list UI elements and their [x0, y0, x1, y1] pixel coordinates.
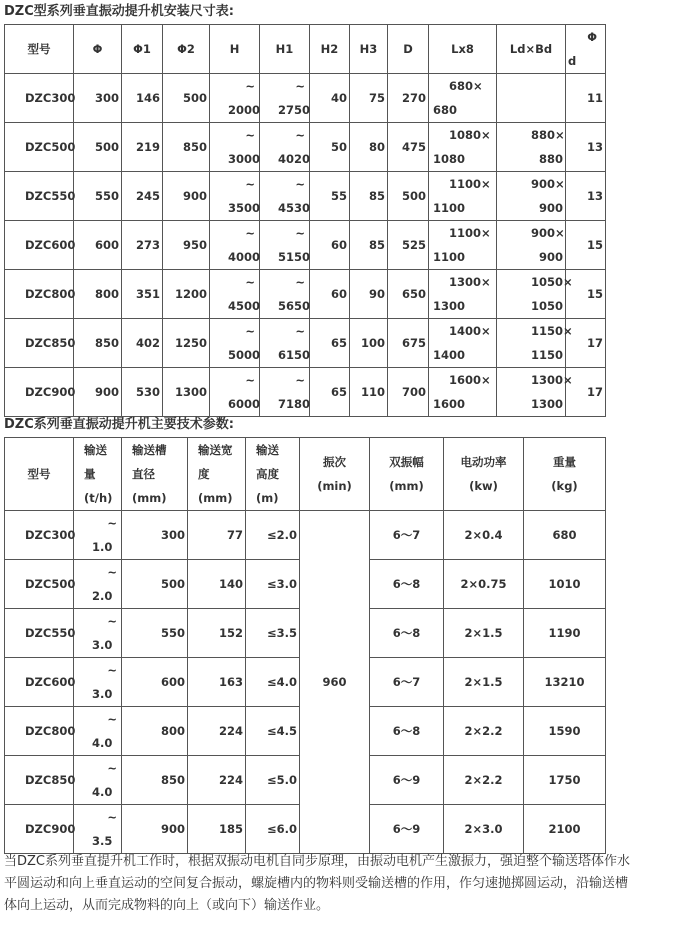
cell-h-top: ~ — [245, 373, 255, 387]
header-height: 输送 高度 (m) — [246, 438, 300, 511]
cell-phi1: 402 — [122, 319, 163, 368]
cell-ld-bd — [497, 221, 566, 270]
cell-model: DZC900 — [5, 368, 74, 417]
cell-height: ≤5.0 — [246, 756, 300, 805]
cell-width: 224 — [188, 756, 246, 805]
cell-ld-bd — [497, 172, 566, 221]
cell-diameter: 550 — [122, 609, 188, 658]
cell-lx8-bottom: 1100 — [433, 250, 466, 264]
cell-capacity-bottom: 2.0 — [92, 589, 113, 603]
cell-weight: 680 — [524, 511, 606, 560]
cell-lx8-top: 1100× — [449, 226, 491, 240]
cell-capacity — [74, 805, 122, 854]
cell-d: 675 — [388, 319, 429, 368]
cell-h1-top: ~ — [295, 373, 305, 387]
cell-phi: 300 — [74, 74, 122, 123]
cell-h-bottom: 4500 — [228, 299, 261, 313]
cell-amplitude: 6～7 — [370, 658, 444, 707]
cell-phi: 850 — [74, 319, 122, 368]
cell-d: 500 — [388, 172, 429, 221]
cell-phi-d: 15 — [566, 221, 606, 270]
header-weight: 重量 (kg) — [524, 438, 606, 511]
cell-model: DZC500 — [5, 123, 74, 172]
cell-phi-d: 13 — [566, 123, 606, 172]
cell-lx8-top: 680× — [449, 79, 483, 93]
table1-title: DZC型系列垂直振动提升机安装尺寸表: — [4, 4, 234, 19]
cell-h2: 55 — [310, 172, 350, 221]
cell-ld-bd-bottom: 1300 — [530, 397, 563, 411]
cell-d: 270 — [388, 74, 429, 123]
header-h3: H3 — [350, 25, 388, 74]
cell-height: ≤2.0 — [246, 511, 300, 560]
table-row — [5, 270, 606, 319]
cell-model: DZC500 — [5, 560, 74, 609]
cell-model: DZC900 — [5, 805, 74, 854]
table-row — [5, 319, 606, 368]
cell-power: 2×0.4 — [444, 511, 524, 560]
cell-ld-bd-bottom: 900 — [538, 201, 563, 215]
header-model: 型号 — [5, 438, 74, 511]
cell-phi2: 900 — [163, 172, 210, 221]
cell-diameter: 600 — [122, 658, 188, 707]
cell-height: ≤6.0 — [246, 805, 300, 854]
cell-capacity — [74, 756, 122, 805]
table-row — [5, 511, 606, 560]
cell-ld-bd-bottom: 1150 — [530, 348, 563, 362]
cell-diameter: 300 — [122, 511, 188, 560]
cell-h2: 60 — [310, 221, 350, 270]
cell-h-top: ~ — [245, 79, 255, 93]
cell-h1-top: ~ — [295, 226, 305, 240]
cell-phi-d: 13 — [566, 172, 606, 221]
cell-ld-bd-top: 880× — [531, 128, 565, 142]
cell-phi: 550 — [74, 172, 122, 221]
cell-amplitude: 6～8 — [370, 609, 444, 658]
cell-power: 2×2.2 — [444, 707, 524, 756]
header-ld-bd: Ld×Bd — [497, 25, 566, 74]
header-h: H — [210, 25, 260, 74]
cell-phi1: 351 — [122, 270, 163, 319]
cell-phi-d: 17 — [566, 368, 606, 417]
cell-weight: 1190 — [524, 609, 606, 658]
table1-header-row — [5, 25, 606, 74]
cell-ld-bd-bottom: 900 — [538, 250, 563, 264]
cell-h1-bottom: 6150 — [278, 348, 311, 362]
cell-ld-bd-top: 900× — [531, 226, 565, 240]
header-phi-d-top: Φ — [587, 30, 597, 44]
cell-model: DZC300 — [5, 511, 74, 560]
cell-ld-bd — [497, 74, 566, 123]
cell-lx8-bottom: 1600 — [433, 397, 466, 411]
cell-weight: 2100 — [524, 805, 606, 854]
cell-h1-top: ~ — [295, 177, 305, 191]
cell-capacity-top: ~ — [107, 614, 117, 628]
header-phi1: Φ1 — [122, 25, 163, 74]
cell-ld-bd-bottom: 1050 — [530, 299, 563, 313]
cell-h3: 85 — [350, 172, 388, 221]
header-amplitude: 双振幅 (mm) — [370, 438, 444, 511]
cell-lx8-top: 1300× — [449, 275, 491, 289]
table-row — [5, 123, 606, 172]
cell-h-bottom: 4000 — [228, 250, 261, 264]
cell-weight: 1750 — [524, 756, 606, 805]
cell-h1 — [260, 74, 310, 123]
cell-capacity — [74, 511, 122, 560]
cell-ld-bd — [497, 319, 573, 368]
cell-power: 2×3.0 — [444, 805, 524, 854]
cell-h-top: ~ — [245, 226, 255, 240]
cell-phi-d: 15 — [566, 270, 606, 319]
cell-height: ≤3.0 — [246, 560, 300, 609]
cell-phi2: 500 — [163, 74, 210, 123]
cell-phi1: 530 — [122, 368, 163, 417]
cell-h-bottom: 3500 — [228, 201, 261, 215]
cell-phi1: 219 — [122, 123, 163, 172]
cell-phi-d: 17 — [566, 319, 606, 368]
cell-power: 2×1.5 — [444, 658, 524, 707]
cell-lx8 — [429, 74, 497, 123]
cell-h1-top: ~ — [295, 128, 305, 142]
cell-phi: 800 — [74, 270, 122, 319]
cell-phi-d: 11 — [566, 74, 606, 123]
cell-lx8 — [429, 172, 497, 221]
cell-lx8-top: 1400× — [449, 324, 491, 338]
cell-ld-bd — [497, 123, 566, 172]
header-width: 输送宽 度 (mm) — [188, 438, 246, 511]
cell-lx8-top: 1100× — [449, 177, 491, 191]
cell-h3: 80 — [350, 123, 388, 172]
cell-model: DZC300 — [5, 74, 74, 123]
cell-h2: 65 — [310, 368, 350, 417]
cell-capacity-bottom: 1.0 — [92, 540, 113, 554]
cell-phi2: 950 — [163, 221, 210, 270]
cell-h3: 100 — [350, 319, 388, 368]
cell-h2: 60 — [310, 270, 350, 319]
cell-amplitude: 6～9 — [370, 756, 444, 805]
cell-h1-bottom: 7180 — [278, 397, 311, 411]
cell-capacity-bottom: 4.0 — [92, 736, 113, 750]
header-power: 电动功率 (kw) — [444, 438, 524, 511]
cell-model: DZC800 — [5, 707, 74, 756]
header-frequency: 振次 (min) — [300, 438, 370, 511]
cell-height: ≤3.5 — [246, 609, 300, 658]
cell-capacity-bottom: 3.0 — [92, 638, 113, 652]
cell-ld-bd-bottom: 880 — [538, 152, 563, 166]
cell-width: 140 — [188, 560, 246, 609]
cell-model: DZC550 — [5, 609, 74, 658]
cell-h2: 40 — [310, 74, 350, 123]
header-diameter: 输送槽 直径 (mm) — [122, 438, 188, 511]
header-capacity: 输送 量 (t/h) — [74, 438, 122, 511]
header-phi: Φ — [74, 25, 122, 74]
cell-model: DZC850 — [5, 756, 74, 805]
table-row — [5, 74, 606, 123]
cell-h1 — [260, 123, 310, 172]
cell-h — [210, 74, 260, 123]
cell-h — [210, 270, 260, 319]
cell-h1-bottom: 2750 — [278, 103, 311, 117]
cell-lx8 — [429, 368, 497, 417]
cell-h-bottom: 5000 — [228, 348, 261, 362]
cell-weight: 1590 — [524, 707, 606, 756]
cell-h — [210, 221, 260, 270]
cell-capacity — [74, 560, 122, 609]
paragraph-line-2: 平圆运动和向上垂直运动的空间复合振动，螺旋槽内的物料则受输送槽的作用，作匀速抛掷圆运动，沿输送槽 — [4, 876, 629, 891]
cell-weight: 1010 — [524, 560, 606, 609]
cell-d: 700 — [388, 368, 429, 417]
table-row — [5, 172, 606, 221]
cell-diameter: 500 — [122, 560, 188, 609]
cell-model: DZC600 — [5, 221, 74, 270]
cell-lx8-top: 1600× — [449, 373, 491, 387]
cell-ld-bd-top: 900× — [531, 177, 565, 191]
cell-d: 525 — [388, 221, 429, 270]
cell-h1 — [260, 221, 310, 270]
header-phi2: Φ2 — [163, 25, 210, 74]
header-h2: H2 — [310, 25, 350, 74]
header-lx8: Lx8 — [429, 25, 497, 74]
cell-width: 163 — [188, 658, 246, 707]
header-phi-d — [566, 25, 606, 74]
cell-lx8-bottom: 1100 — [433, 201, 466, 215]
cell-h1-top: ~ — [295, 324, 305, 338]
cell-capacity-bottom: 3.5 — [92, 834, 113, 848]
cell-h-top: ~ — [245, 177, 255, 191]
cell-lx8 — [429, 319, 497, 368]
cell-ld-bd — [497, 270, 573, 319]
cell-h2: 50 — [310, 123, 350, 172]
cell-h3: 90 — [350, 270, 388, 319]
paragraph-line-3: 体向上运动，从而完成物料的向上（或向下）输送作业。 — [4, 898, 330, 913]
cell-width: 224 — [188, 707, 246, 756]
cell-h — [210, 368, 260, 417]
cell-phi2: 1200 — [163, 270, 210, 319]
cell-h — [210, 123, 260, 172]
header-d: D — [388, 25, 429, 74]
cell-model: DZC800 — [5, 270, 74, 319]
cell-capacity-top: ~ — [107, 810, 117, 824]
cell-model: DZC850 — [5, 319, 74, 368]
cell-h-top: ~ — [245, 275, 255, 289]
cell-h-top: ~ — [245, 128, 255, 142]
cell-phi1: 273 — [122, 221, 163, 270]
table-row — [5, 368, 606, 417]
table-row — [5, 221, 606, 270]
cell-h1-bottom: 4530 — [278, 201, 311, 215]
cell-diameter: 800 — [122, 707, 188, 756]
cell-lx8-top: 1080× — [449, 128, 491, 142]
cell-h3: 75 — [350, 74, 388, 123]
cell-lx8-bottom: 1300 — [433, 299, 466, 313]
cell-diameter: 850 — [122, 756, 188, 805]
cell-ld-bd — [497, 368, 573, 417]
cell-h-bottom: 6000 — [228, 397, 261, 411]
cell-h1-bottom: 5650 — [278, 299, 311, 313]
cell-capacity-top: ~ — [107, 565, 117, 579]
cell-d: 475 — [388, 123, 429, 172]
cell-phi1: 146 — [122, 74, 163, 123]
cell-h — [210, 172, 260, 221]
cell-h1-top: ~ — [295, 79, 305, 93]
cell-lx8 — [429, 123, 497, 172]
cell-power: 2×2.2 — [444, 756, 524, 805]
cell-h1 — [260, 368, 310, 417]
cell-h1 — [260, 270, 310, 319]
cell-capacity-top: ~ — [107, 712, 117, 726]
cell-lx8 — [429, 270, 497, 319]
cell-height: ≤4.0 — [246, 658, 300, 707]
cell-amplitude: 6～9 — [370, 805, 444, 854]
cell-ld-bd-top: 1050× — [531, 275, 573, 289]
cell-phi: 500 — [74, 123, 122, 172]
header-h1: H1 — [260, 25, 310, 74]
cell-capacity-top: ~ — [107, 663, 117, 677]
cell-model: DZC550 — [5, 172, 74, 221]
cell-phi2: 1250 — [163, 319, 210, 368]
table2-title: DZC系列垂直振动提升机主要技术参数: — [4, 417, 234, 432]
cell-phi1: 245 — [122, 172, 163, 221]
cell-h2: 65 — [310, 319, 350, 368]
cell-capacity — [74, 707, 122, 756]
cell-capacity-top: ~ — [107, 761, 117, 775]
cell-lx8-bottom: 1080 — [433, 152, 466, 166]
cell-lx8 — [429, 221, 497, 270]
cell-weight: 13210 — [524, 658, 606, 707]
cell-h-bottom: 3000 — [228, 152, 261, 166]
cell-ld-bd-top: 1300× — [531, 373, 573, 387]
technical-parameters-table — [4, 437, 606, 854]
cell-phi2: 1300 — [163, 368, 210, 417]
cell-phi2: 850 — [163, 123, 210, 172]
cell-lx8-bottom: 1400 — [433, 348, 466, 362]
cell-h-top: ~ — [245, 324, 255, 338]
description-paragraph — [4, 851, 689, 917]
cell-capacity — [74, 609, 122, 658]
cell-power: 2×1.5 — [444, 609, 524, 658]
cell-capacity-bottom: 3.0 — [92, 687, 113, 701]
cell-h1-bottom: 4020 — [278, 152, 311, 166]
cell-phi: 900 — [74, 368, 122, 417]
cell-amplitude: 6～8 — [370, 560, 444, 609]
cell-amplitude: 6～8 — [370, 707, 444, 756]
installation-dimensions-table — [4, 24, 606, 417]
cell-h — [210, 319, 260, 368]
cell-h-bottom: 2000 — [228, 103, 261, 117]
cell-height: ≤4.5 — [246, 707, 300, 756]
cell-h3: 85 — [350, 221, 388, 270]
cell-width: 185 — [188, 805, 246, 854]
cell-model: DZC600 — [5, 658, 74, 707]
cell-capacity-top: ~ — [107, 516, 117, 530]
cell-h1-bottom: 5150 — [278, 250, 311, 264]
paragraph-line-1: 当DZC系列垂直提升机工作时，根据双振动电机自同步原理，由振动电机产生激振力，强迫整个输送塔体作水 — [4, 854, 630, 869]
cell-amplitude: 6～7 — [370, 511, 444, 560]
table2-header-row — [5, 438, 606, 511]
header-phi-d-bottom: d — [568, 54, 577, 68]
cell-frequency: 960 — [300, 511, 370, 854]
cell-lx8-bottom: 680 — [433, 103, 458, 117]
cell-h1 — [260, 172, 310, 221]
cell-phi: 600 — [74, 221, 122, 270]
cell-diameter: 900 — [122, 805, 188, 854]
cell-ld-bd-top: 1150× — [531, 324, 573, 338]
cell-d: 650 — [388, 270, 429, 319]
cell-width: 152 — [188, 609, 246, 658]
cell-capacity-bottom: 4.0 — [92, 785, 113, 799]
cell-power: 2×0.75 — [444, 560, 524, 609]
header-model: 型号 — [5, 25, 74, 74]
cell-capacity — [74, 658, 122, 707]
cell-h1-top: ~ — [295, 275, 305, 289]
cell-width: 77 — [188, 511, 246, 560]
cell-h3: 110 — [350, 368, 388, 417]
cell-h1 — [260, 319, 310, 368]
